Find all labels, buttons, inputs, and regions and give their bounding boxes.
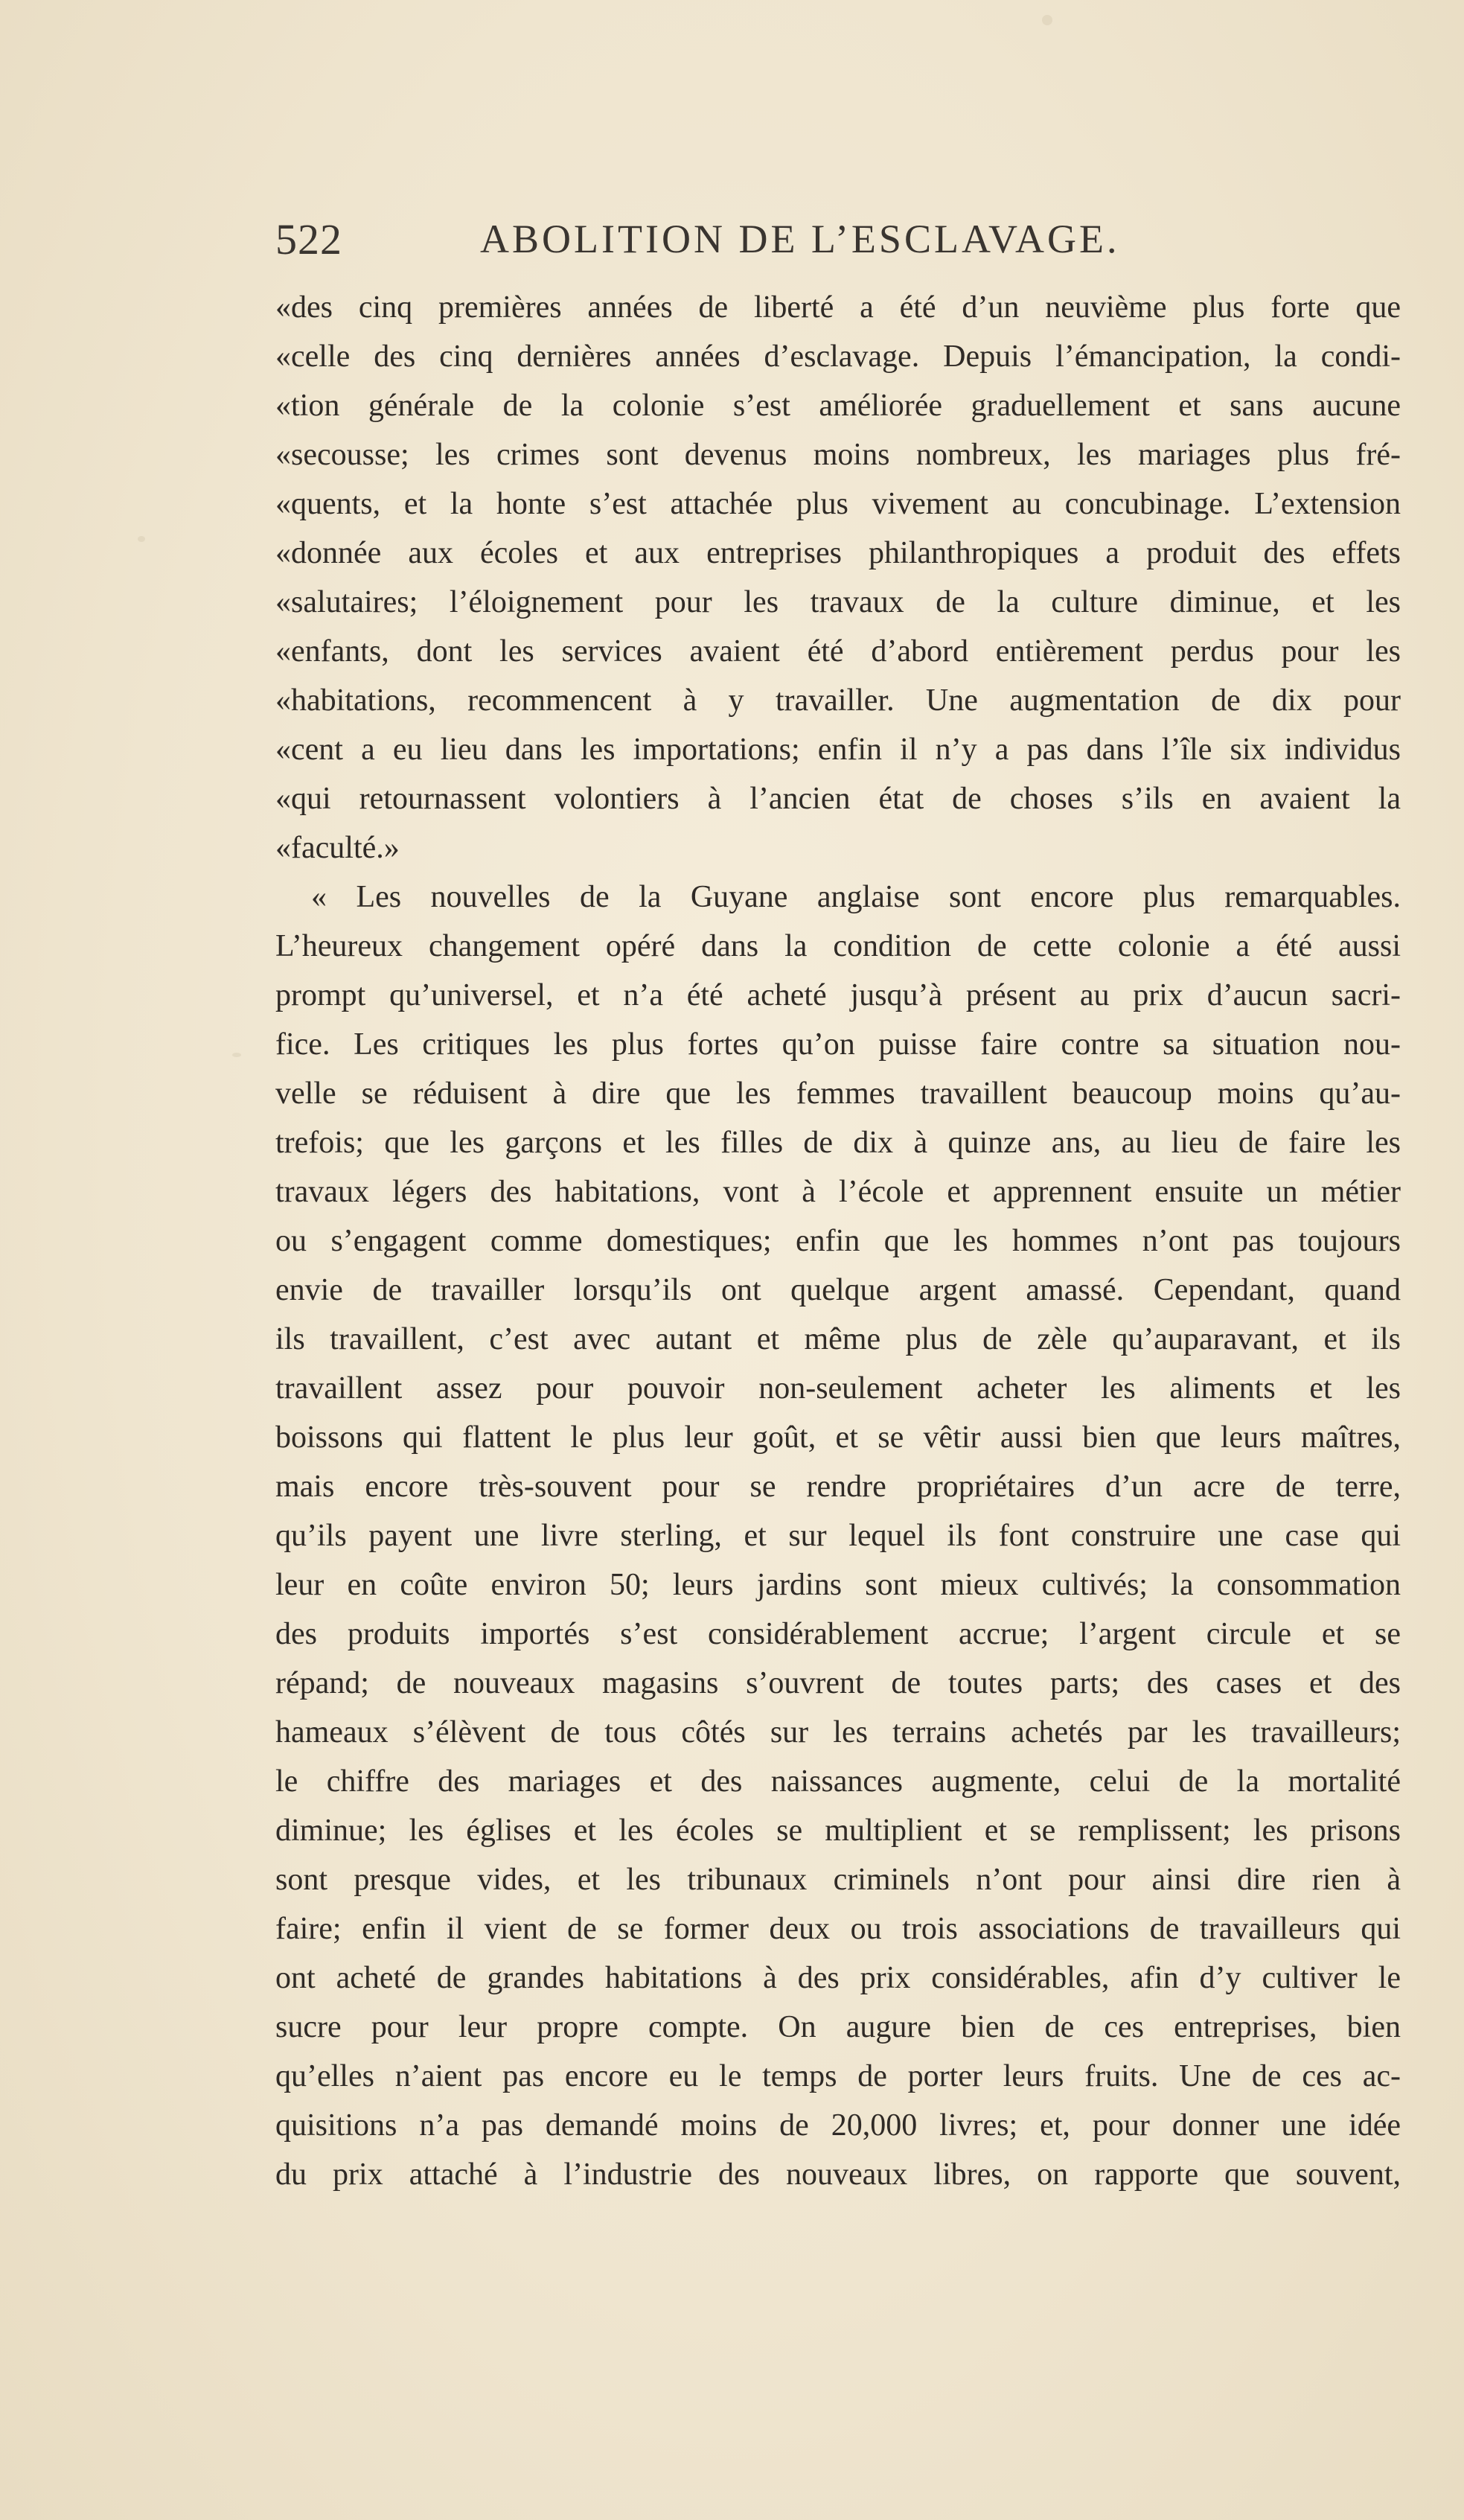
paper-spot bbox=[138, 536, 145, 542]
paragraph-start-line: « Les nouvelles de la Guyane anglaise sont encore plus remarquables. bbox=[311, 880, 1401, 914]
text-line: ou s’engagent comme domestiques; enfin que les hommes n’ont pas toujours bbox=[275, 1224, 1401, 1258]
text-line: travaillent assez pour pouvoir non-seulement acheter les aliments et les bbox=[275, 1371, 1401, 1406]
text-line: qu’elles n’aient pas encore eu le temps de porter leurs fruits. Une de ces ac- bbox=[275, 2059, 1401, 2093]
paper-spot bbox=[1042, 15, 1052, 25]
text-line: «enfants, dont les services avaient été d’abord entièrement perdus pour les bbox=[275, 634, 1401, 669]
page-number: 522 bbox=[275, 215, 342, 264]
text-line: leur en coûte environ 50; leurs jardins sont mieux cultivés; la consommation bbox=[275, 1568, 1401, 1602]
text-line: mais encore très-souvent pour se rendre propriétaires d’un acre de terre, bbox=[275, 1470, 1401, 1504]
page-header bbox=[275, 214, 1401, 274]
text-line: «cent a eu lieu dans les importations; enfin il n’y a pas dans l’île six individus bbox=[275, 733, 1401, 767]
text-line: diminue; les églises et les écoles se multiplient et se remplissent; les prisons bbox=[275, 1814, 1401, 1848]
text-line: ils travaillent, c’est avec autant et même plus de zèle qu’auparavant, et ils bbox=[275, 1322, 1401, 1356]
text-line: «habitations, recommencent à y travailler. Une augmentation de dix pour bbox=[275, 683, 1401, 718]
text-line: sucre pour leur propre compte. On augure bien de ces entreprises, bien bbox=[275, 2010, 1401, 2044]
text-line: travaux légers des habitations, vont à l’école et apprennent ensuite un métier bbox=[275, 1175, 1401, 1209]
text-line: envie de travailler lorsqu’ils ont quelque argent amassé. Cependant, quand bbox=[275, 1273, 1401, 1307]
text-line: quisitions n’a pas demandé moins de 20,000 livres; et, pour donner une idée bbox=[275, 2108, 1401, 2143]
text-line: trefois; que les garçons et les filles de dix à quinze ans, au lieu de faire les bbox=[275, 1126, 1401, 1160]
text-line: qu’ils payent une livre sterling, et sur lequel ils font construire une case qui bbox=[275, 1519, 1401, 1553]
body-text bbox=[275, 283, 1401, 2199]
text-line: «faculté.» bbox=[275, 831, 400, 865]
text-line: boissons qui flattent le plus leur goût, et se vêtir aussi bien que leurs maîtres, bbox=[275, 1420, 1401, 1455]
text-line: le chiffre des mariages et des naissances augmente, celui de la mortalité bbox=[275, 1764, 1401, 1799]
text-line: fice. Les critiques les plus fortes qu’on puisse faire contre sa situation nou- bbox=[275, 1027, 1401, 1062]
text-line: du prix attaché à l’industrie des nouveaux libres, on rapporte que souvent, bbox=[275, 2157, 1401, 2192]
text-line: prompt qu’universel, et n’a été acheté jusqu’à présent au prix d’aucun sacri- bbox=[275, 978, 1401, 1012]
text-line: «donnée aux écoles et aux entreprises philanthropiques a produit des effets bbox=[275, 536, 1401, 570]
text-line: hameaux s’élèvent de tous côtés sur les terrains achetés par les travailleurs; bbox=[275, 1715, 1401, 1749]
text-line: faire; enfin il vient de se former deux ou trois associations de travailleurs qui bbox=[275, 1912, 1401, 1946]
text-line: L’heureux changement opéré dans la condition de cette colonie a été aussi bbox=[275, 929, 1401, 963]
text-line: «salutaires; l’éloignement pour les travaux de la culture diminue, et les bbox=[275, 585, 1401, 619]
text-line: «tion générale de la colonie s’est améliorée graduellement et sans aucune bbox=[275, 389, 1401, 423]
text-line: répand; de nouveaux magasins s’ouvrent de toutes parts; des cases et des bbox=[275, 1666, 1401, 1700]
text-line: «secousse; les crimes sont devenus moins nombreux, les mariages plus fré- bbox=[275, 438, 1401, 472]
running-title: ABOLITION DE L’ESCLAVAGE. bbox=[480, 217, 1120, 261]
text-line: «qui retournassent volontiers à l’ancien état de choses s’ils en avaient la bbox=[275, 782, 1401, 816]
text-line: ont acheté de grandes habitations à des prix considérables, afin d’y cultiver le bbox=[275, 1961, 1401, 1995]
text-line: des produits importés s’est considérablement accrue; l’argent circule et se bbox=[275, 1617, 1401, 1651]
text-line: «des cinq premières années de liberté a été d’un neuvième plus forte que bbox=[275, 290, 1401, 325]
text-line: «celle des cinq dernières années d’esclavage. Depuis l’émancipation, la condi- bbox=[275, 339, 1401, 374]
paper-spot bbox=[232, 1053, 241, 1057]
text-line: sont presque vides, et les tribunaux criminels n’ont pour ainsi dire rien à bbox=[275, 1863, 1401, 1897]
text-line: velle se réduisent à dire que les femmes travaillent beaucoup moins qu’au- bbox=[275, 1076, 1401, 1111]
text-line: «quents, et la honte s’est attachée plus vivement au concubinage. L’extension bbox=[275, 487, 1401, 521]
